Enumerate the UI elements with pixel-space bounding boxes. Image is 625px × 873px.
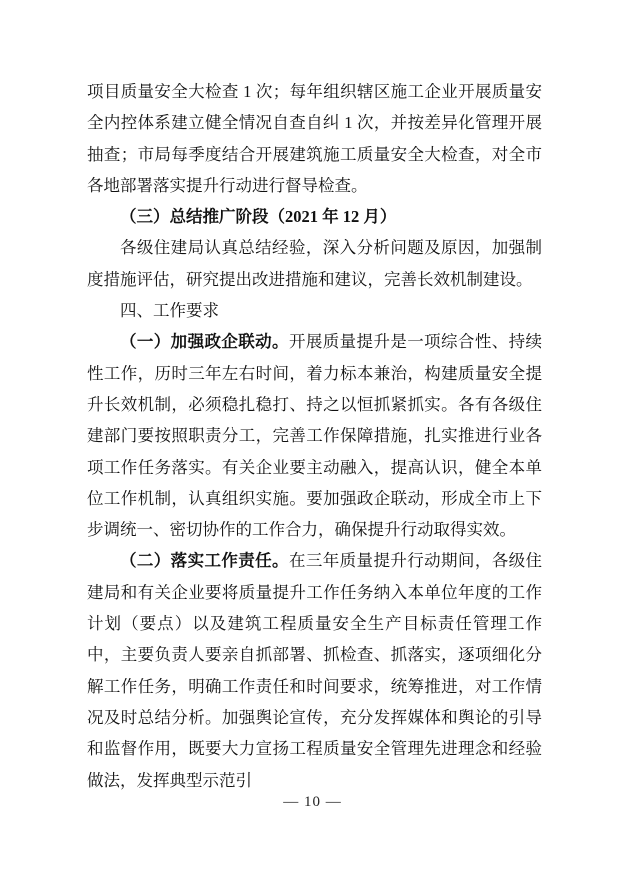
text-run: 开展质量提升是一项综合性、持续性工作，历时三年左右时间，着力标本兼治，构建质量安全提升长效机制，必须稳扎稳打、持之以恒抓紧抓实。各有各级住建部门要按照职责分工，完善工作保障措施，扎实推进行业各项工作任务落实。有关企业要主动融入，提高认识，健全本单位工作机制，认真组织实施。要加强政企联动，形成全市上下步调统一、密切协作的工作合力，确保提升行动取得实效。 bbox=[87, 332, 543, 540]
paragraph bbox=[87, 76, 542, 201]
paragraph bbox=[87, 295, 542, 326]
bold-text-run: （一）加强政企联动。 bbox=[120, 332, 289, 352]
page-number-text: — 10 — bbox=[283, 794, 342, 810]
text-run: 各级住建局认真总结经验，深入分析问题及原因，加强制度措施评估，研究提出改进措施和建议，完善长效机制建设。 bbox=[87, 238, 542, 289]
bold-text-run: （三）总结推广阶段（2021 年 12 月） bbox=[120, 207, 397, 227]
page-number bbox=[0, 794, 625, 811]
text-run: 四、工作要求 bbox=[120, 301, 219, 321]
section-heading bbox=[87, 201, 542, 232]
text-run: 在三年质量提升行动期间，各级住建局和有关企业要将质量提升工作任务纳入本单位年度的工作计划（要点）以及建筑工程质量安全生产目标责任管理工作中，主要负责人要亲自抓部署、抓检查、抓落实，逐项细化分解工作任务，明确工作责任和时间要求，统筹推进，对工作情况及时总结分析。加强舆论宣传，充分发挥媒体和舆论的引导和监督作用，既要大力宣扬工程质量安全管理先进理念和经验做法，发挥典型示范引 bbox=[87, 551, 543, 790]
paragraph bbox=[87, 232, 542, 295]
paragraph bbox=[87, 326, 542, 545]
text-run: 项目质量安全大检查 1 次；每年组织辖区施工企业开展质量安全内控体系建立健全情况自查自纠 1 次，并按差异化管理开展抽查；市局每季度结合开展建筑施工质量安全大检查，对全市各地部署落实提升行动进行督导检查。 bbox=[87, 82, 542, 195]
document-body bbox=[87, 76, 542, 796]
bold-text-run: （二）落实工作责任。 bbox=[120, 551, 289, 571]
paragraph bbox=[87, 545, 542, 795]
